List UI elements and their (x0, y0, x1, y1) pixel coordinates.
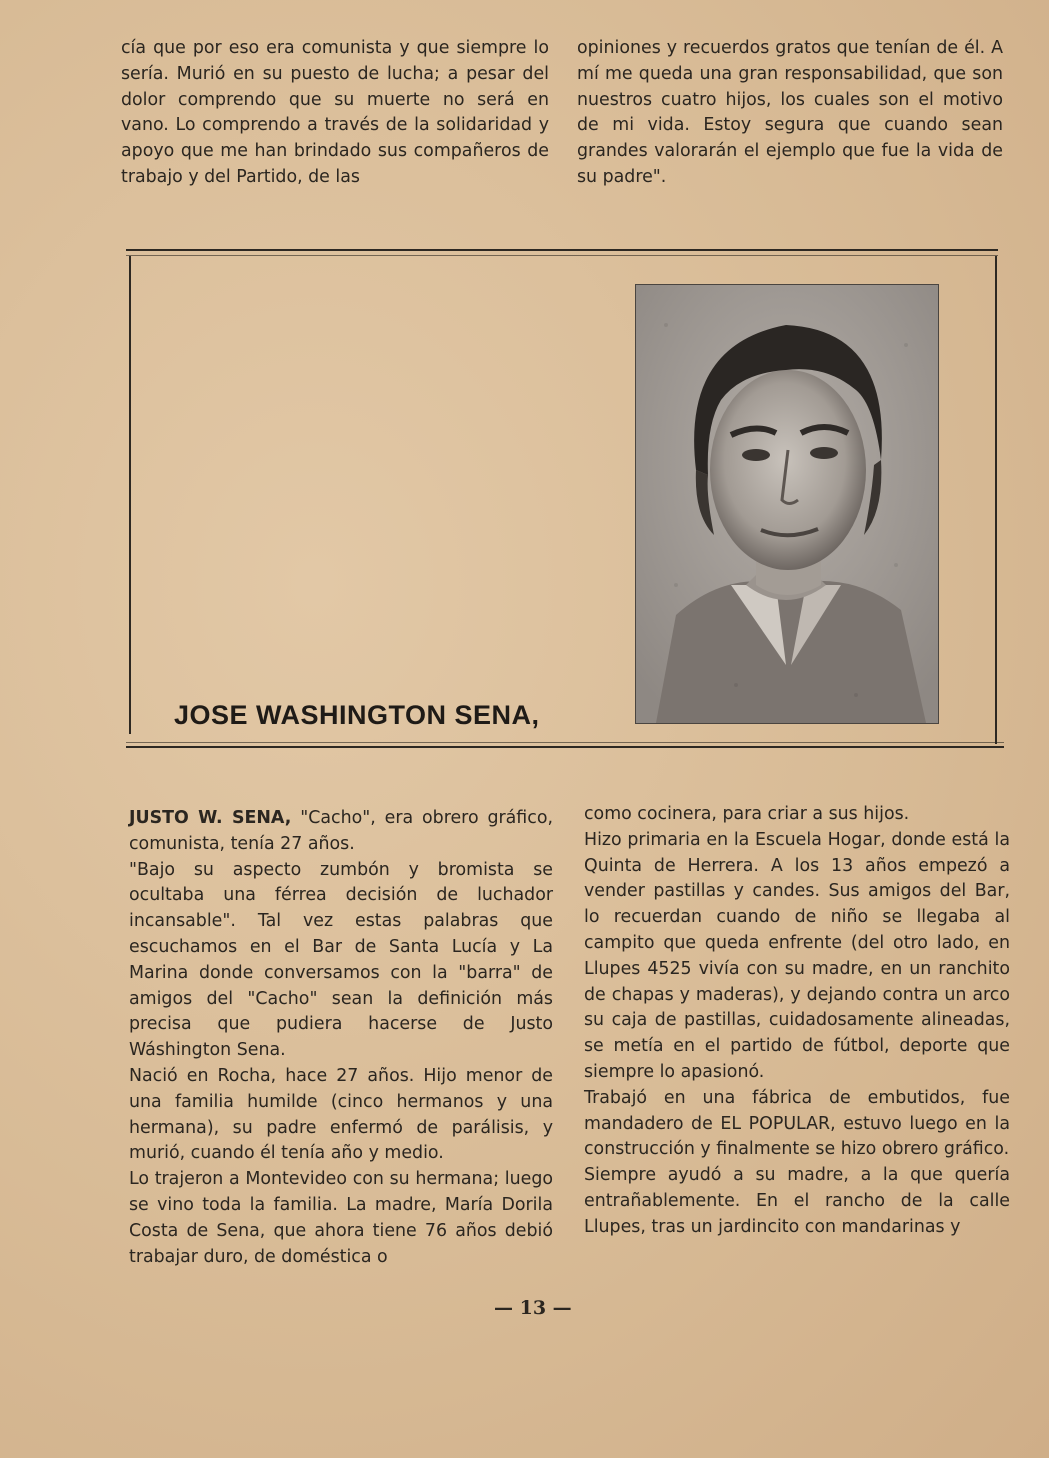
box-right-rule (995, 256, 997, 744)
article-paragraph-8: Siempre ayudó a su madre, a la que quería entrañablemente. En el rancho de la calle Llupes, tras un jardincito con mandarinas y (584, 1165, 1010, 1237)
top-left-column (121, 36, 549, 191)
profile-heading: JOSE WASHINGTON SENA, (174, 700, 540, 730)
portrait-photo (635, 284, 939, 724)
article-paragraph-2: "Bajo su aspecto zumbón y bromista se ocultaba una férrea decisión de luchador incansable". Tal vez estas palabras que escuchamos en el Bar de Santa Lucía y La Marina donde conversamos con la "barra" de amigos del "Cacho" sean la definición más precisa que pudiera hacerse de Justo Wáshington Sena. (129, 859, 553, 1061)
article-paragraph-1 (129, 806, 553, 858)
article-paragraph-4: Lo trajeron a Montevideo con su hermana; luego se vino toda la familia. La madre, María Dorila Costa de Sena, que ahora tiene 76 años debió trabajar duro, de doméstica o (129, 1169, 553, 1267)
article-paragraph-1-text: "Cacho", era obrero gráfico, comunista, tenía 27 años. (129, 808, 553, 854)
top-right-paragraph: opiniones y recuerdos gratos que tenían de él. A mí me queda una gran responsabilidad, que son nuestros cuatro hijos, los cuales son el motivo de mi vida. Estoy segura que cuando sean grandes valorarán el ejemplo que fue la vida de su padre". (577, 38, 1003, 187)
box-left-rule (129, 256, 131, 734)
lead-name: JUSTO W. SENA, (129, 808, 292, 828)
article-paragraph-3: Nació en Rocha, hace 27 años. Hijo menor de una familia humilde (cinco hermanos y una hermana), su padre enfermó de parálisis, y murió, cuando él tenía año y medio. (129, 1065, 553, 1164)
article-right-column (584, 802, 1010, 1241)
box-bottom-rule (126, 746, 1004, 748)
top-right-column (577, 36, 1003, 191)
top-left-paragraph: cía que por eso era comunista y que siempre lo sería. Murió en su puesto de lucha; a pesar del dolor comprendo que su muerte no será en vano. Lo comprendo a través de la solidaridad y apoyo que me han brindado sus compañeros de trabajo y del Partido, de las (121, 38, 549, 187)
box-bottom-rule-thin (126, 742, 1004, 743)
box-top-rule-thin (126, 255, 998, 256)
article-paragraph-7: Trabajó en una fábrica de embutidos, fue mandadero de EL POPULAR, estuvo luego en la construcción y finalmente se hizo obrero gráfico. (584, 1087, 1010, 1160)
page-number: — 13 — (494, 1297, 572, 1319)
article-paragraph-6: Hizo primaria en la Escuela Hogar, donde está la Quinta de Herrera. A los 13 años empezó a vender pastillas y candes. Sus amigos del Bar, lo recuerdan cuando de niño se llegaba al campito que queda enfrente (del otro lado, en Llupes 4525 vivía con su madre, en un ranchito de chapas y maderas), y dejando contra un arco su caja de pastillas, cuidadosamente alineadas, se metía en el partido de fútbol, deporte que siempre lo apasionó. (584, 829, 1010, 1082)
portrait-image (636, 285, 938, 723)
article-left-column (129, 806, 553, 1270)
article-paragraph-5: como cocinera, para criar a sus hijos. (584, 804, 910, 824)
box-top-rule (126, 249, 998, 251)
